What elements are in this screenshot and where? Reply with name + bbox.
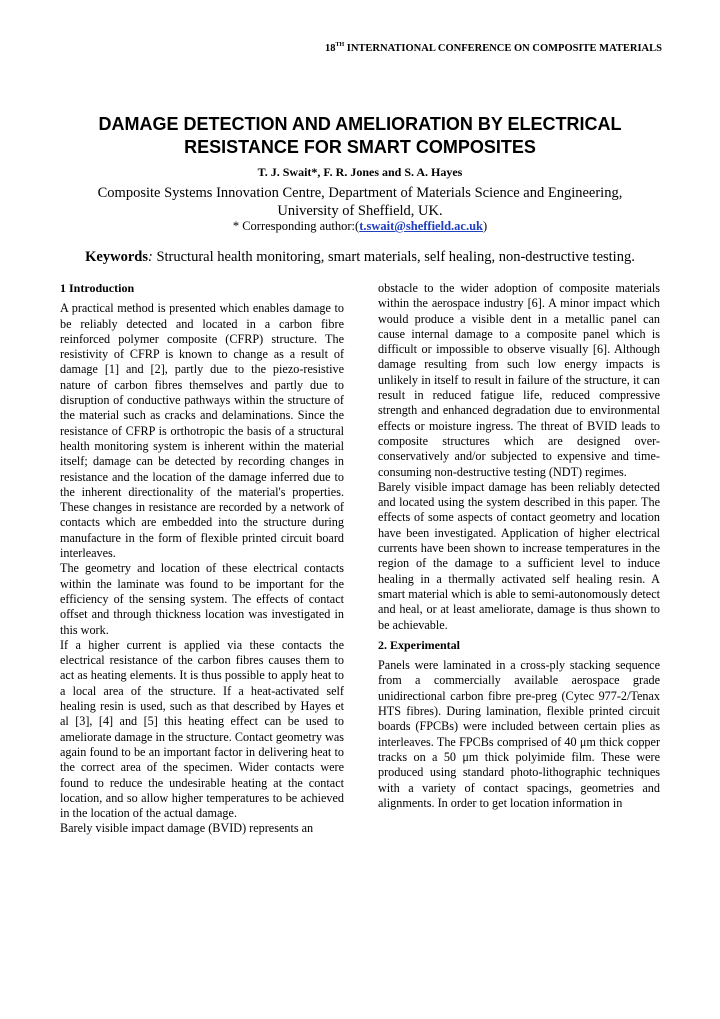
section-heading-experimental: 2. Experimental [378, 637, 460, 652]
section-heading-introduction: 1 Introduction [60, 281, 135, 295]
keywords-label: Keywords [85, 249, 148, 265]
authors: T. J. Swait*, F. R. Jones and S. A. Hayes [257, 165, 463, 179]
affiliation-line-1: Composite Systems Innovation Centre, Department of Materials Science and Engineering, [97, 185, 623, 201]
paragraph: The geometry and location of these electrical contacts within the laminate was found to be important for the efficiency of the sensing system. The effects of contact offset and through thickness location was investigated in this work. [60, 561, 344, 637]
corresponding-prefix: * Corresponding author:( [232, 219, 360, 233]
conference-ordinal-suffix: TH [335, 42, 345, 48]
paper-title [40, 113, 680, 159]
affiliation-line-2: University of Sheffield, UK. [277, 203, 443, 219]
corresponding-suffix: ) [482, 219, 488, 233]
keywords-separator: : [147, 249, 153, 265]
affiliation [60, 184, 660, 220]
left-column [60, 281, 344, 837]
paragraph: Barely visible impact damage has been reliably detected and located using the system described in this paper. The effects of some aspects of contact geometry and location have been investigated. Application of higher electrical currents have been shown to increase temperatures in the region of the damage to a sufficient level to induce healing in a thermally activated self healing resin. A smart material which is able to semi-autonomously detect and heal, or at least ameliorate, damage is thus shown to be achievable. [378, 479, 660, 632]
right-column [378, 281, 660, 811]
title-line-1: DAMAGE DETECTION AND AMELIORATION BY ELECTRICAL [98, 114, 622, 134]
paragraph: If a higher current is applied via these contacts the electrical resistance of the carbon fibres causes them to act as heating elements. It is thus possible to apply heat to a local area of the structure. If a heat-activated self healing resin is used, such as that described by Hayes et al [3], [4] and [5] this heating effect can be used to ameliorate damage in the structure. Contact geometry was again found to be an important factor in delivering heat to the correct area of the specimen. Wider contacts were found to reduce the undesirable heating at the contact location, and so allow higher temperatures to be achieved in the location of the actual damage. [60, 637, 344, 821]
paragraph: Barely visible impact damage (BVID) represents an [60, 821, 314, 836]
conference-header [325, 43, 662, 54]
conference-ordinal: 18 [324, 43, 336, 54]
keywords [0, 249, 720, 266]
title-line-2: RESISTANCE FOR SMART COMPOSITES [184, 137, 536, 157]
corresponding-email-link[interactable]: t.swait@sheffield.ac.uk [359, 219, 483, 233]
keywords-text: Structural health monitoring, smart materials, self healing, non-destructive testing. [152, 249, 635, 265]
corresponding-author [0, 219, 720, 234]
conference-name: INTERNATIONAL CONFERENCE ON COMPOSITE MATERIALS [346, 43, 662, 54]
paragraph: Panels were laminated in a cross-ply stacking sequence from a commercially available aerospace grade unidirectional carbon fibre pre-preg (Cytec 977-2/Tenax HTS fibres). During lamination, flexible printed circuit boards (FPCBs) were included between certain plies as interleaves. The FPCBs comprised of 40 μm thick copper tracks on a 50 μm thick polyimide film. These were produced using standard photo-lithographic techniques with a variety of contact spacings, geometries and alignments. In order to get location information in [378, 658, 660, 810]
paragraph: A practical method is presented which enables damage to be reliably detected and located in a carbon fibre reinforced polymer composite (CFRP) structure. The resistivity of CFRP is known to change as a result of damage [1] and [2], partly due to the piezo-resistive nature of carbon fibres themselves and partly due to disruption of conductive pathways within the structure of the material such as cracks and delaminations. Since the resistance of CFRP is orthotropic the basis of a structural health monitoring system is inherent within the material itself; damage can be detected by recording changes in resistance and the location of the damage inferred due to the inherent directionality of the material's properties. These changes in resistance are recorded by a network of contacts which are embedded into the structure during manufacture in the form of flexible printed circuit board interleaves. [60, 301, 344, 561]
paragraph: obstacle to the wider adoption of composite materials within the aerospace industry [6]. A minor impact which would produce a visible dent in a metallic panel can cause internal damage to a composite panel which is difficult or impossible to observe visually [6]. Although damage resulting from such low energy impacts is unlikely in itself to result in failure of the structure, it can result in reduced fatigue life, reduced compressive strength and enhanced degradation due to environmental effects or moisture ingress. The threat of BVID leads to composite structures which are designed over-conservatively and/or subjected to expensive and time-consuming non-destructive testing (NDT) regimes. [378, 281, 660, 479]
